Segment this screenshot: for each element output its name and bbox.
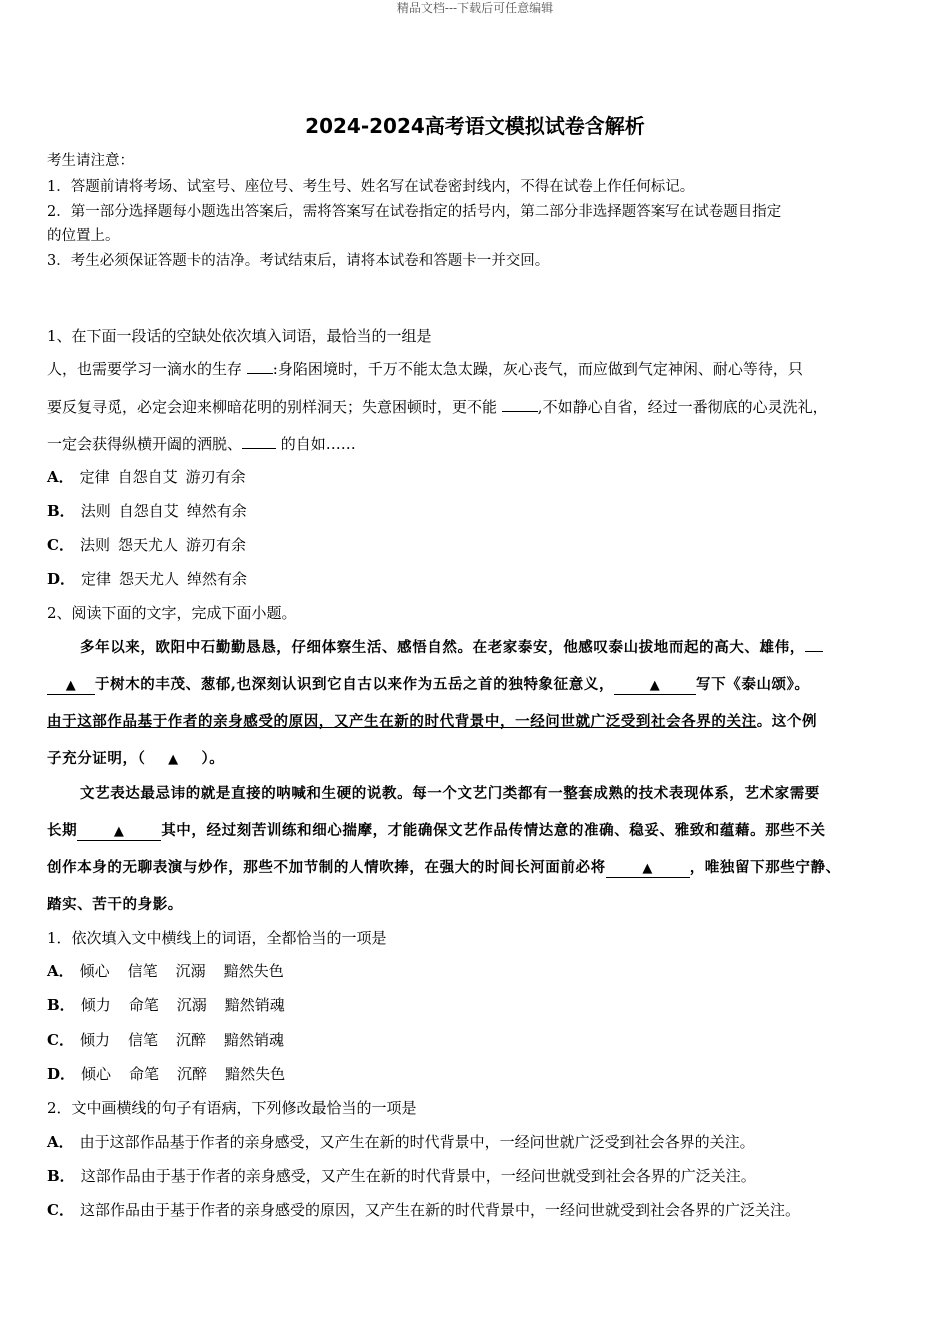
option-label: A．	[47, 468, 74, 486]
q2-para1-line-4	[47, 749, 224, 770]
header-note: 精品文档---下载后可任意编辑	[396, 1, 554, 15]
option-label: B．	[47, 1167, 75, 1185]
q2-sub1-option-a[interactable]	[47, 961, 284, 981]
option-word: 法则	[79, 536, 110, 554]
q2-sub1-stem: 1．依次填入文中横线上的词语，全都恰当的一项是	[47, 929, 387, 947]
option-word: 命笔	[128, 996, 159, 1014]
notice-item-2-cont: 的位置上。	[47, 228, 120, 244]
q1-text-line-2	[47, 397, 828, 417]
option-text: 这部作品由于基于作者的亲身感受，又产生在新的时代背景中，一经问世就受到社会各界的广泛关注。	[80, 1167, 756, 1185]
q2-para2-line-4: 踏实、苦干的身影。	[47, 896, 183, 913]
option-word: 定律	[79, 468, 110, 486]
q1-text-line-3	[47, 434, 356, 454]
q2-para1-line-3	[47, 712, 817, 732]
q2-para1-line-1	[80, 638, 823, 658]
q1-blank-3[interactable]	[242, 448, 276, 449]
option-word: 绰然有余	[186, 502, 247, 520]
option-word: 怨天尤人	[117, 536, 178, 554]
option-word: 黯然销魂	[224, 996, 285, 1014]
option-label: C．	[47, 1031, 74, 1049]
passage-text: 多年以来，欧阳中石勤勤恳恳，仔细体察生活、感悟自然。在老家泰安，他感叹泰山拔地而起的高大、雄伟，	[80, 639, 805, 656]
option-word: 倾心	[79, 962, 110, 980]
q1-option-b[interactable]	[47, 501, 247, 521]
passage-text: 其中，经过刻苦训练和细心揣摩，才能确保文艺作品传情达意的准确、稳妥、雅致和蕴藉。那些不关	[161, 822, 826, 839]
option-word: 黯然失色	[223, 962, 284, 980]
q2-para2-line-2	[47, 821, 826, 841]
q1-text-2b: ,不如静心自省，经过一番彻底的心灵洗礼，	[537, 398, 828, 416]
triangle-icon: ▲	[642, 861, 653, 876]
option-label: C．	[47, 536, 74, 554]
option-word: 沉溺	[175, 962, 206, 980]
option-word: 沉溺	[176, 996, 207, 1014]
option-label: D．	[47, 570, 76, 588]
option-text: 这部作品由于基于作者的亲身感受的原因，又产生在新的时代背景中，一经问世就受到社会各界的广泛关注。	[79, 1201, 800, 1219]
option-text: 由于这部作品基于作者的亲身感受，又产生在新的时代背景中，一经问世就广泛受到社会各界的关注。	[79, 1133, 755, 1151]
option-word: 法则	[80, 502, 111, 520]
notice-item-3: 3．考生必须保证答题卡的洁净。考试结束后，请将本试卷和答题卡一并交回。	[47, 253, 550, 269]
q1-blank-2[interactable]	[502, 411, 538, 412]
q2-sub1-option-c[interactable]	[47, 1030, 284, 1050]
q1-text-2a: 要反复寻觅，必定会迎来柳暗花明的别样洞天；失意困顿时，更不能	[47, 398, 498, 416]
q1-text-line-1	[47, 359, 803, 379]
option-word: 命笔	[129, 1065, 160, 1083]
passage-text: 子充分证明，（	[47, 750, 146, 767]
q1-option-d[interactable]	[47, 569, 247, 589]
option-label: B．	[47, 502, 75, 520]
triangle-icon: ▲	[113, 824, 125, 839]
q2-sub1-option-d[interactable]	[47, 1064, 285, 1084]
q2-sub2-option-c[interactable]	[47, 1200, 800, 1220]
passage-text: 于树木的丰茂、葱郁,也深刻认识到它自古以来作为五岳之首的独特象征意义，	[95, 676, 615, 693]
q2-para2-line-3	[47, 858, 841, 878]
option-label: A．	[47, 962, 74, 980]
option-word: 黯然销魂	[224, 1031, 285, 1049]
option-word: 信笔	[127, 962, 158, 980]
q2-stem: 2、阅读下面的文字，完成下面小题。	[47, 604, 297, 622]
option-label: A．	[47, 1133, 74, 1151]
option-word: 倾心	[81, 1065, 112, 1083]
q2-blank-4[interactable]	[606, 859, 690, 878]
q2-blank-3[interactable]	[77, 822, 161, 841]
passage-text: ，唯独留下那些宁静、	[689, 859, 841, 876]
q2-paren-blank[interactable]	[145, 749, 201, 770]
option-word: 怨天尤人	[119, 570, 180, 588]
q2-sub2-option-b[interactable]	[47, 1166, 756, 1186]
q1-option-a[interactable]	[47, 467, 246, 487]
triangle-icon: ▲	[65, 678, 77, 693]
underlined-sentence: 由于这部作品基于作者的亲身感受的原因，又产生在新的时代背景中，一经问世就广泛受到社会各界的关注	[47, 713, 757, 730]
option-word: 沉醉	[177, 1065, 208, 1083]
notice-item-2: 2．第一部分选择题每小题选出答案后，需将答案写在试卷指定的括号内，第二部分非选择题答案写在试卷题目指定	[47, 204, 782, 220]
q1-option-c[interactable]	[47, 535, 246, 555]
q1-text-3b: 的自如……	[280, 435, 356, 453]
triangle-icon: ▲	[649, 678, 661, 693]
passage-text: 写下《泰山颂》。	[696, 676, 810, 693]
option-word: 游刃有余	[185, 536, 246, 554]
option-word: 自怨自艾	[117, 468, 178, 486]
option-word: 沉醉	[175, 1031, 206, 1049]
passage-text: 。这个例	[756, 713, 818, 730]
q2-sub1-option-b[interactable]	[47, 995, 285, 1015]
q2-blank-1-cont[interactable]	[47, 676, 95, 695]
option-label: D．	[47, 1065, 76, 1083]
q1-blank-1[interactable]	[247, 373, 273, 374]
q2-sub2-stem: 2．文中画横线的句子有语病，下列修改最恰当的一项是	[47, 1099, 417, 1117]
passage-text: 创作本身的无聊表演与炒作，那些不加节制的人情吹捧，在强大的时间长河面前必将	[47, 859, 606, 876]
q1-stem: 1、在下面一段话的空缺处依次填入词语，最恰当的一组是	[47, 327, 432, 345]
notice-heading: 考生请注意：	[47, 153, 134, 169]
q2-para2-line-1: 文艺表达最忌讳的就是直接的呐喊和生硬的说教。每一个文艺门类都有一整套成熟的技术表现体系，艺术家需要	[80, 785, 820, 802]
option-word: 游刃有余	[185, 468, 246, 486]
q1-text-1b: :身陷困境时，千万不能太急太躁，灰心丧气，而应做到气定神闲、耐心等待，只	[272, 360, 803, 378]
passage-text: ）。	[201, 750, 225, 767]
page-title: 2024-2024高考语文模拟试卷含解析	[305, 114, 645, 138]
option-word: 信笔	[127, 1031, 158, 1049]
triangle-icon: ▲	[168, 752, 179, 767]
q1-text-3a: 一定会获得纵横开阖的洒脱、	[47, 435, 243, 453]
option-label: B．	[47, 996, 75, 1014]
q2-sub2-option-a[interactable]	[47, 1132, 755, 1152]
option-word: 黯然失色	[225, 1065, 286, 1083]
q2-para1-line-2	[47, 675, 810, 695]
passage-text: 长期	[47, 822, 78, 839]
q2-blank-2[interactable]	[614, 676, 696, 695]
option-word: 定律	[81, 570, 112, 588]
q2-blank-1[interactable]	[805, 651, 823, 652]
q1-text-1a: 人，也需要学习一滴水的生存	[47, 360, 243, 378]
option-label: C．	[47, 1201, 74, 1219]
option-word: 自怨自艾	[118, 502, 179, 520]
notice-item-1: 1．答题前请将考场、试室号、座位号、考生号、姓名写在试卷密封线内，不得在试卷上作任何标记。	[47, 179, 695, 195]
option-word: 倾力	[79, 1031, 110, 1049]
option-word: 绰然有余	[187, 570, 248, 588]
option-word: 倾力	[80, 996, 111, 1014]
